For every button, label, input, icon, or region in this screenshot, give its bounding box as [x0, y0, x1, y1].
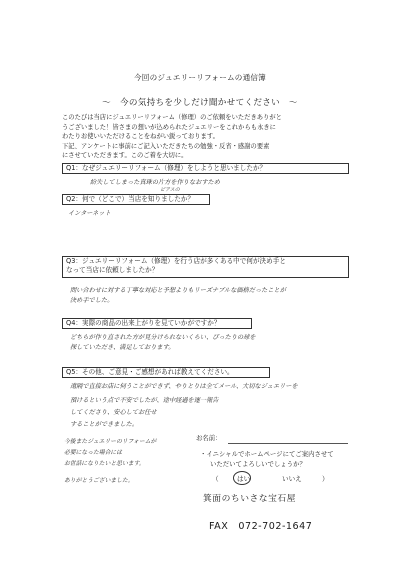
side-note-line: お世話になりたいと思います。: [64, 461, 145, 467]
answer-4-line: どちらが作り直された方が見分けられないくらい、ぴったりの球を: [70, 334, 256, 341]
options-close-paren: ）: [322, 475, 329, 483]
option-yes-circle: [233, 471, 251, 485]
answer-4-text: [70, 333, 355, 353]
answer-5-line: 預けるという点で不安でしたが、途中経過を逐一報告: [70, 397, 219, 404]
side-note: [64, 437, 194, 487]
question-3-label-line1: Q3：ジュエリーリフォーム（修理）を行う店が多くある中で何が決め手と: [66, 257, 286, 265]
option-yes[interactable]: はい: [237, 475, 251, 483]
shop-fax: FAX 072-702-1647: [209, 521, 313, 532]
intro-line: このたびは当店にジュエリーリフォーム（修理）のご依頼をいただきありがと: [62, 114, 282, 121]
intro-line: にさせていただきます。このご着を大切に。: [62, 152, 188, 160]
answer-5-line: 遠隔で直接お店に伺うことができず、やりとりは全てメール、大切なジュエリーを: [70, 383, 298, 390]
name-field-line[interactable]: [228, 443, 348, 444]
answer-5-line: することができました。: [70, 421, 139, 428]
options-open-paren: （: [212, 475, 219, 483]
side-note-line: 必要になった場合には: [64, 450, 122, 456]
intro-line: 下記、アンケートに事前にご記入いただきたちの勉強・反省・感謝の要素: [62, 142, 270, 150]
answer-1-text: 紛失してしまった真珠の片方を作りなおすため: [90, 179, 220, 186]
intro-line: わたりお使いいただけることをねがい鋭っております。: [62, 133, 219, 141]
name-field-label: お名前：: [196, 434, 222, 442]
side-note-line: 今後またジュエリーのリフォームが: [64, 439, 157, 445]
answer-3-text: [70, 286, 355, 306]
answer-1-note: ピアスの: [160, 187, 180, 193]
shop-name: 箕面のちいさな宝石屋: [203, 494, 296, 504]
question-3-label-line2: なって当店に依頼しましたか？: [66, 266, 159, 274]
answer-5-line: してくださり、安心してお任せ: [70, 409, 157, 416]
option-no[interactable]: いいえ: [282, 475, 302, 483]
question-5-label: Q5：その他、ご意見・ご感想があれば教えてください。: [62, 367, 270, 378]
sheet-subtitle: ～ 今の気持ちを少しだけ聞かせてください ～: [102, 98, 298, 108]
intro-paragraph: [62, 113, 352, 161]
answer-3-line: 問い合わせに対する丁寧な対応と予想よりもリーズナブルな価格だったことが: [70, 287, 286, 294]
answer-3-line: 決め手でした。: [70, 297, 114, 304]
initial-question-line2: いただいてよろしいでしょうか？: [210, 460, 306, 468]
question-3-label: [62, 256, 349, 278]
initial-question-line1: ・イニシャルでホームページにてご案内させて: [200, 450, 334, 458]
sheet-title: 今回のジュエリーリフォームの通信簿: [134, 73, 266, 82]
answer-4-line: 探していただき、満足しております。: [70, 344, 175, 351]
answer-2-text: インターネット: [68, 210, 111, 217]
question-1-label: Q1：なぜジュエリーリフォーム（修理）をしようと思いましたか？: [62, 163, 349, 174]
intro-line: うございました！皆さまの想いが込められたジュエリーをこれからも永きに: [62, 123, 276, 131]
question-4-label: Q4：実際の商品の出来上がりを見ていかがですか？: [62, 318, 252, 329]
side-note-line: ありがとうございました。: [64, 478, 134, 484]
question-2-label: Q2：何で（どこで）当店を知りましたか？: [62, 194, 210, 205]
